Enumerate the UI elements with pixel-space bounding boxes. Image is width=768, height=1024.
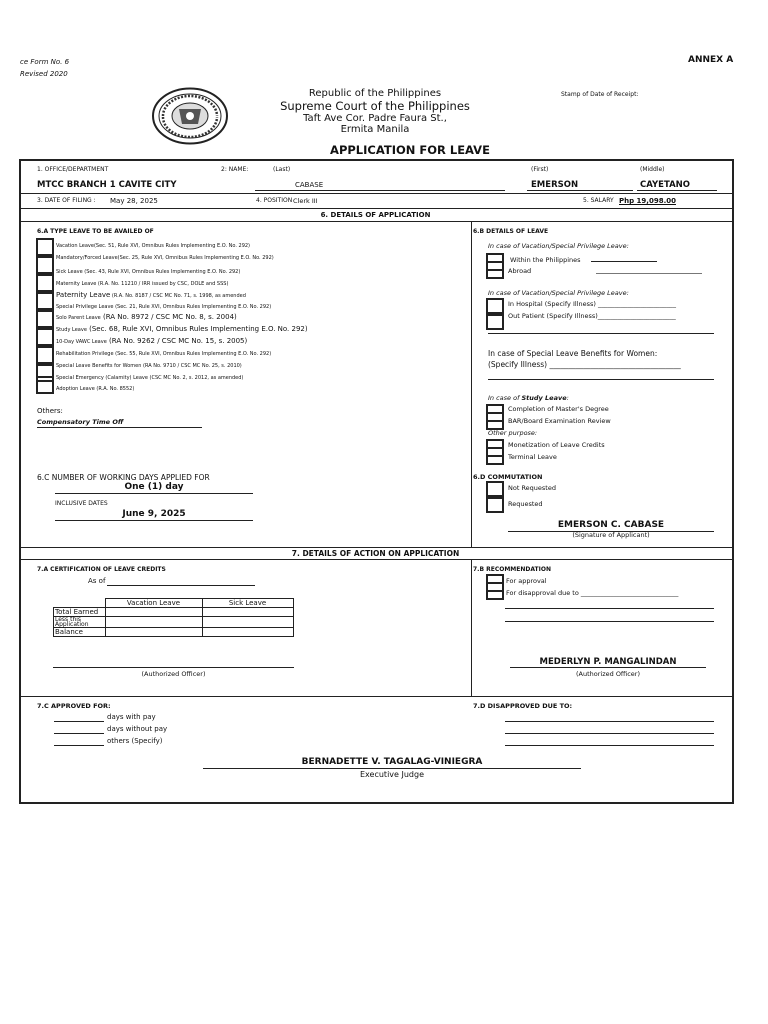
leave-type-checkbox[interactable]	[36, 238, 54, 256]
inclusive-dates-value[interactable]: June 9, 2025	[122, 509, 186, 519]
out-patient-label: Out Patient (Specify Illness)________________________	[508, 312, 676, 320]
leave-type-checkbox[interactable]	[36, 292, 54, 310]
table-cell[interactable]	[105, 628, 202, 637]
out-patient-checkbox[interactable]	[486, 312, 504, 330]
table-row	[54, 617, 294, 628]
disapproved-line-2[interactable]	[505, 733, 714, 734]
leave-credits-table	[53, 598, 294, 637]
women-extra-line	[488, 379, 714, 380]
office-value[interactable]: MTCC BRANCH 1 CAVITE CITY	[37, 180, 177, 190]
masters-degree-label: Completion of Master's Degree	[508, 405, 609, 413]
row-divider	[19, 208, 732, 209]
annex-label: ANNEX A	[688, 55, 734, 65]
others-specify-blank[interactable]	[54, 745, 104, 746]
table-cell[interactable]	[202, 617, 293, 628]
row-divider	[19, 559, 732, 560]
leave-type-women: Special Leave Benefits for Women (RA No. 9710 / CSC MC No. 25, s. 2010)	[56, 363, 242, 369]
requested-checkbox[interactable]	[486, 495, 504, 513]
section-7b-title: 7.B RECOMMENDATION	[473, 566, 552, 573]
leave-type-special-privilege: Special Privilege Leave (Sec. 21, Rule XVI, Omnibus Rules Implementing E.O. No. 292)	[56, 304, 272, 310]
leave-type-paternity: Paternity Leave (R.A. No. 8187 / CSC MC No. 71, s. 1998, as amended	[56, 291, 246, 299]
table-row	[54, 599, 294, 608]
others-specify-label: others (Specify)	[107, 737, 163, 745]
not-requested-label: Not Requested	[508, 484, 556, 492]
for-disapproval-checkbox[interactable]	[486, 582, 504, 600]
authorized-officer-b-label: (Authorized Officer)	[575, 670, 640, 678]
name-label: 2: NAME:	[221, 166, 249, 173]
as-of-underline	[107, 585, 255, 586]
disapproval-line-1	[505, 608, 714, 609]
days-with-pay-label: days with pay	[107, 713, 156, 721]
total-earned-label: Total Earned	[54, 608, 106, 617]
section-6c-title: 6.C NUMBER OF WORKING DAYS APPLIED FOR	[37, 473, 210, 482]
women-specify-label: (Specify Illness) ___________________________________	[488, 360, 681, 369]
position-label: 4. POSITION	[256, 197, 293, 204]
leave-type-study: Study Leave (Sec. 68, Rule XVI, Omnibus Rules Implementing E.O. No. 292)	[56, 325, 308, 333]
for-disapproval-label: For disapproval due to ______________________________	[506, 589, 679, 597]
requested-label: Requested	[508, 500, 543, 508]
row-divider	[19, 547, 732, 548]
in-hospital-label: In Hospital (Specify Illness) ________________________	[508, 300, 676, 308]
authorized-officer-a-label: (Authorized Officer)	[141, 670, 206, 678]
others-value[interactable]: Compensatory Time Off	[37, 418, 124, 426]
stamp-of-receipt-label: Stamp of Date of Receipt:	[561, 91, 639, 98]
applicant-name: EMERSON C. CABASE	[557, 520, 665, 530]
leave-type-checkbox[interactable]	[36, 376, 54, 394]
recommender-name: MEDERLYN P. MANGALINDAN	[539, 657, 677, 667]
study-case-label: In case of Study Leave:	[488, 394, 569, 402]
sick-leave-header: Sick Leave	[202, 599, 293, 608]
table-row	[54, 628, 294, 637]
others-label: Others:	[37, 407, 63, 415]
disapproved-line-3[interactable]	[505, 745, 714, 746]
within-philippines-underline	[591, 261, 657, 262]
abroad-checkbox[interactable]	[486, 261, 504, 279]
supreme-court-seal	[151, 87, 229, 145]
republic-heading: Republic of the Philippines	[308, 88, 442, 99]
authorized-officer-b-line	[510, 667, 706, 668]
section-6a-title: 6.A TYPE LEAVE TO BE AVAILED OF	[37, 228, 154, 235]
section-6d-title: 6.D COMMUTATION	[473, 473, 543, 481]
bar-review-label: BAR/Board Examination Review	[508, 417, 611, 425]
leave-type-rehabilitation: Rehabilitation Privilege (Sec. 55, Rule XVI, Omnibus Rules Implementing E.O. No. 292)	[56, 351, 272, 357]
position-value[interactable]: Clerk III	[293, 197, 318, 205]
first-name-value[interactable]: EMERSON	[531, 180, 579, 190]
middle-name-value[interactable]: CAYETANO	[640, 180, 691, 190]
others-underline	[37, 427, 202, 428]
as-of-label: As of	[88, 577, 106, 585]
applicant-signature-label: (Signature of Applicant)	[572, 531, 650, 539]
terminal-leave-checkbox[interactable]	[486, 447, 504, 465]
row-divider	[19, 221, 732, 222]
vacation-leave-header: Vacation Leave	[105, 599, 202, 608]
leave-type-sick: Sick Leave (Sec. 43, Rule XVI, Omnibus Rules Implementing E.O. No. 292)	[56, 269, 241, 275]
leave-type-vawc: 10-Day VAWC Leave (RA No. 9262 / CSC MC No. 15, s. 2005)	[56, 337, 248, 345]
leave-type-maternity: Maternity Leave (R.A. No. 11210 / IRR issued by CSC, DOLE and SSS)	[56, 281, 229, 287]
table-cell	[54, 599, 106, 608]
women-case-label: In case of Special Leave Benefits for Women:	[488, 349, 658, 358]
other-purpose-label: Other purpose:	[488, 429, 538, 437]
court-address-line-2: Ermita Manila	[340, 124, 410, 135]
column-divider	[471, 221, 472, 547]
section-7-title: 7. DETAILS OF ACTION ON APPLICATION	[291, 549, 460, 558]
for-approval-label: For approval	[506, 577, 547, 585]
vacation-case-label: In case of Vacation/Special Privilege Leave:	[488, 242, 629, 250]
table-cell[interactable]	[105, 617, 202, 628]
leave-type-checkbox[interactable]	[36, 346, 54, 364]
leave-type-solo-parent: Solo Parent Leave (RA No. 8972 / CSC MC No. 8, s. 2004)	[56, 313, 237, 321]
leave-type-adoption: Adoption Leave (R.A. No. 8552)	[56, 386, 135, 392]
row-divider	[19, 696, 732, 697]
working-days-value[interactable]: One (1) day	[124, 482, 184, 492]
disapproved-line-1[interactable]	[505, 721, 714, 722]
column-divider	[471, 559, 472, 696]
table-cell[interactable]	[202, 608, 293, 617]
table-cell[interactable]	[202, 628, 293, 637]
leave-type-checkbox[interactable]	[36, 256, 54, 274]
court-address-line-1: Taft Ave Cor. Padre Faura St.,	[303, 113, 447, 124]
leave-type-vacation: Vacation Leave(Sec. 51, Rule XVI, Omnibus Rules Implementing E.O. No. 292)	[56, 243, 251, 249]
court-heading: Supreme Court of the Philippines	[280, 99, 470, 113]
first-name-underline	[527, 190, 633, 191]
middle-name-label: (Middle)	[640, 166, 665, 173]
section-6b-title: 6.B DETAILS OF LEAVE	[473, 228, 549, 235]
within-philippines-label: Within the Philippines	[510, 256, 581, 264]
less-this-application-label: Less this Application	[54, 617, 106, 628]
row-divider	[19, 193, 732, 194]
leave-type-checkbox[interactable]	[36, 274, 54, 292]
middle-name-underline	[637, 190, 717, 191]
working-days-underline	[55, 493, 253, 494]
revised-label: Revised 2020	[20, 70, 68, 78]
date-of-filing-label: 3. DATE OF FILING :	[37, 197, 96, 204]
table-cell[interactable]	[105, 608, 202, 617]
date-of-filing-value[interactable]: May 28, 2025	[110, 197, 158, 205]
section-7c-title: 7.C APPROVED FOR:	[37, 702, 111, 710]
leave-type-checkbox[interactable]	[36, 328, 54, 346]
days-without-pay-label: days without pay	[107, 725, 168, 733]
office-label: 1. OFFICE/DEPARTMENT	[37, 166, 109, 173]
leave-type-forced: Mandatory/Forced Leave(Sec. 25, Rule XVI, Omnibus Rules Implementing E.O. No. 292)	[56, 255, 274, 261]
inclusive-dates-underline	[55, 520, 253, 521]
first-name-label: (First)	[531, 166, 549, 173]
table-row	[54, 608, 294, 617]
disapproval-line-2	[505, 621, 714, 622]
terminal-leave-label: Terminal Leave	[508, 453, 557, 461]
form-number: ce Form No. 6	[20, 58, 70, 66]
bar-review-checkbox[interactable]	[486, 412, 504, 430]
section-6-title: 6. DETAILS OF APPLICATION	[320, 211, 431, 219]
salary-value[interactable]: Php 19,098.00	[619, 197, 676, 205]
last-name-value[interactable]: CABASE	[295, 181, 324, 189]
monetization-label: Monetization of Leave Credits	[508, 441, 605, 449]
last-name-label: (Last)	[273, 166, 291, 173]
balance-label: Balance	[54, 628, 106, 637]
judge-title: Executive Judge	[360, 770, 424, 779]
authorized-officer-a-line	[53, 667, 294, 668]
salary-label: 5. SALARY	[583, 197, 614, 204]
sick-extra-line	[488, 333, 714, 334]
leave-type-checkbox[interactable]	[36, 310, 54, 328]
section-7d-title: 7.D DISAPPROVED DUE TO:	[473, 702, 573, 710]
inclusive-dates-label: INCLUSIVE DATES	[55, 500, 108, 507]
days-with-pay-blank[interactable]	[54, 721, 104, 722]
judge-name: BERNADETTE V. TAGALAG-VINIEGRA	[301, 757, 483, 767]
days-without-pay-blank[interactable]	[54, 733, 104, 734]
section-7a-title: 7.A CERTIFICATION OF LEAVE CREDITS	[37, 566, 166, 573]
abroad-underline	[596, 273, 702, 274]
last-name-underline	[255, 190, 505, 191]
abroad-label: Abroad	[508, 267, 532, 275]
leave-type-calamity: Special Emergency (Calamity) Leave (CSC MC No. 2, s. 2012, as amended)	[56, 375, 244, 381]
judge-signature-line	[203, 768, 581, 769]
form-title: APPLICATION FOR LEAVE	[330, 143, 490, 154]
sick-case-label: In case of Vacation/Special Privilege Leave:	[488, 289, 629, 297]
